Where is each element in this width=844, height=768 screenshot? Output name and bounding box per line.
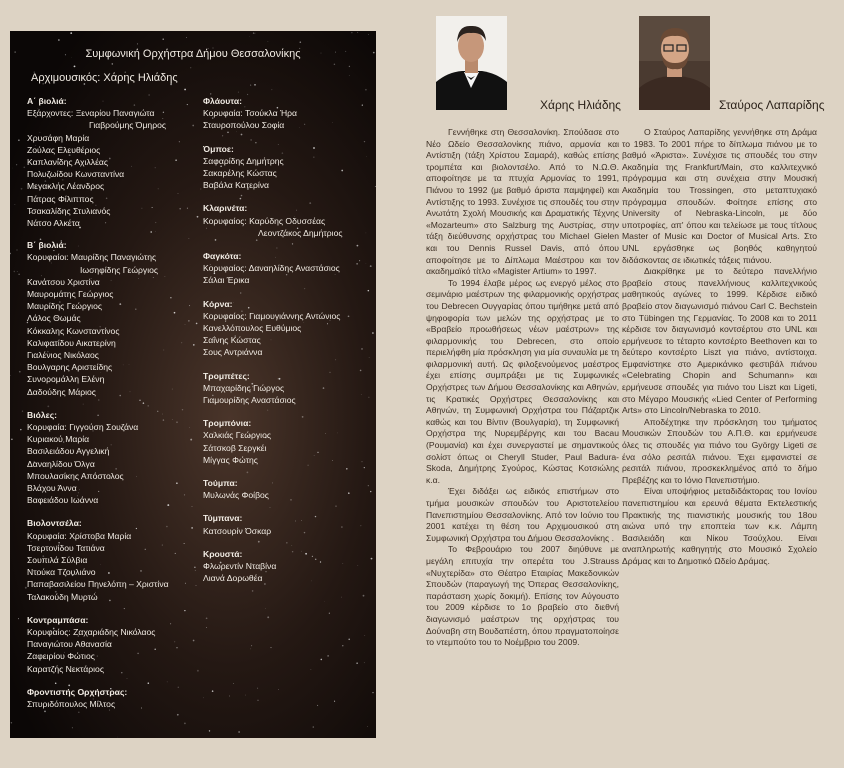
iliadis-photo	[436, 16, 507, 110]
musician-name: Τσακαλίδης Στυλιανός	[27, 205, 111, 216]
laparidis-biography	[622, 127, 817, 568]
musician-name: Συνορομάλλη Ελένη	[27, 374, 105, 385]
musician-name: Χρυσάφη Μαρία	[27, 132, 90, 143]
bio-paragraph: Διακρίθηκε με το δεύτερο πανελλήνιο βραβείο στους πανελλήνιους καλλιτεχνικούς μαθητικούς αγώνες το 1999. Κέρδισε ειδικό βραβείο στον διαγωνισμό πιάνου Carl C. Bechstein στο Tübingen της Γερμανίας. Το 2008 και το 2011 κέρδισε τον διαγωνισμό κοντσέρτου στο UNL και ερμήνευσε το τέταρτο κοντσέρτο Beethoven και το δεύτερο κοντσέρτο Liszt για πιάνο, αντίστοιχα. Εμφανίστηκε στο Αμερικάνικο φεστιβάλ πιάνου «Celebrating Chopin and Schumann» και ερμήνευσε σπουδές για πιάνο του Liszt και Ligeti, στο Μέγαρο Μουσικής «Lied Center of Performing Arts» στο Lincoln/Nebraska το 2010.	[622, 266, 817, 416]
section-heading: Κρουστά:	[203, 548, 243, 559]
musician-name: Γιαλένιος Νικόλαος	[27, 350, 99, 360]
section-heading: Τρομπόνια:	[203, 418, 252, 429]
iliadis-biography	[426, 127, 619, 649]
musician-name: Μαυρομάτης Γεώργιος	[27, 289, 114, 299]
musician-name: Κατσουρίν Όσκαρ	[203, 525, 272, 536]
musician-name: Σπυριδόπουλος Μίλτος	[27, 699, 116, 709]
musician-name: Κορυφαία: Χρίστοβα Μαρία	[27, 530, 132, 541]
musician-name: Δαδούδης Μάριος	[27, 386, 96, 397]
section-heading: Β΄ βιολιά:	[27, 240, 67, 251]
musician-name: Γιαμουρίδης Αναστάσιος	[203, 395, 296, 405]
section-heading: Κοντραμπάσα:	[27, 614, 89, 625]
musician-name: Μαυρίδης Γεώργιος	[27, 301, 103, 312]
musician-name: Κορυφαίος: Ζαχαριάδης Νικόλαος	[27, 627, 156, 637]
musician-name: Καπλανίδης Αχιλλέας	[27, 157, 109, 167]
section-heading: Φροντιστής Ορχήστρας:	[27, 686, 128, 697]
musician-name: Κορυφαία: Τσούκλα Ήρα	[203, 108, 297, 119]
section-heading: Τύμπανα:	[203, 513, 243, 524]
section-heading: Φαγκότα:	[203, 251, 242, 261]
musician-name: Μπουλασίκης Απόστολος	[27, 470, 124, 481]
musician-name: Εξάρχοντες: Ξεναρίου Παναγιώτα	[27, 108, 155, 119]
section-heading: Α΄ βιολιά:	[27, 96, 67, 106]
musician-name: Σους Αντριάννα	[203, 347, 263, 358]
musician-name: Ζούλας Ελευθέριος	[27, 144, 101, 155]
musician-name: Βλάχου Άννα	[27, 483, 77, 493]
musician-name: Σαφαρίδης Δημήτρης	[203, 155, 284, 166]
musician-name: Κορυφαίοι: Μαυρίδης Παναγιώτης	[27, 252, 157, 263]
bio-paragraph: Ο Σταύρος Λαπαρίδης γεννήθηκε στη Δράμα το 1983. Το 2001 πήρε το δίπλωμα πιάνου με το βαθμό «Άριστα». Συνέχισε τις σπουδές του στην Ακαδημία της Frankfurt/Main, στο καλλιτεχνικό πρόγραμμα και στη συνέχεια στην Μουσική Ακαδημία του Trossingen, στο μεταπτυχιακό πρόγραμμα σπουδών. Φοίτησε επίσης στο University of Nebraska-Lincoln, με δύο υποτροφίες, απ' όπου και τελείωσε με τους τίτλους Master of Music και Doctor of Musical Arts. Στο UNL εργάσθηκε ως βοηθός καθηγητού διδάσκοντας σε ιδιωτικές τάξεις πιάνου.	[622, 127, 817, 265]
musician-name: Κορυφαίος: Καρύδης Οδυσσέας	[203, 215, 326, 226]
musician-name: Καρατζής Νεκτάριος	[27, 663, 104, 674]
musician-name: Χαλκιάς Γεώργιος	[203, 430, 271, 441]
musician-name: Ντούκα Τζουλιάνο	[27, 567, 96, 578]
bio-paragraph: Το 1994 έλαβε μέρος ως ενεργό μέλος στο σεμινάριο μαέστρων της φιλαρμονικής ορχήστρας του Debrecen Ουγγαρίας όπου τιμήθηκε μετά από ψηφοφορία των μελών της ορχήστρας με το «Βραβείο προωθήσεως νέων μαέστρων» της φιλαρμονικής του Debrecen, στο οποίο περιελήφθη μία πρόσκληση για μία συναυλία με τη φιλαρμονική αυτή. Ως φιλοξενούμενος μαέστρος έχει επίσης συμπράξει με τις Συμφωνικές Ορχήστρες των Δήμου Θεσσαλονίκης και Αθηνών, τις Κρατικές Ορχήστρες Θεσσαλονίκης και Αθηνών, τη Συμφωνική Ορχήστρα του Πάζαρτζικ καθώς και του Βίντιν (Βουλγαρία), τη Συμφωνική Ορχήστρα της Νυρεμβέργης και του Bacau (Ρουμανία) και έχει συνεργαστεί με σημαντικούς σολίστ όπως οι Cheryll Studer, Paul Badura-Skoda, Δημήτρης Σγούρος, Κώστας Κοτσιώλης κ.α.	[426, 277, 619, 485]
musician-name: Κορυφαίος: Δαναηλίδης Αναστάσιος	[203, 263, 340, 274]
laparidis-name: Σταύρος Λαπαρίδης	[719, 98, 825, 112]
section-heading: Τούμπα:	[203, 478, 238, 488]
musician-name: Βαβάλα Κατερίνα	[203, 180, 270, 191]
musician-name: Σουπιλά Σύλβια	[27, 555, 88, 565]
musician-name: Κόκκαλης Κωνσταντίνος	[27, 325, 120, 336]
musician-name: Βασιλειάδου Αγγελική	[27, 446, 110, 457]
section-heading: Κλαρινέτα:	[203, 203, 248, 214]
section-heading: Φλάουτα:	[203, 96, 243, 106]
bio-paragraph: Το Φεβρουάριο του 2007 διηύθυνε με μεγάλη επιτυχία την οπερέτα του J.Strauss «Νυχτερίδα» στο Θέατρο Εταιρίας Μακεδονικών Σπουδών (παραγωγή της Όπερας Θεσσαλονίκης, παράσταση χωρίς δοκιμή). Επίσης τον Αύγουστο του 2009 κέρδισε το 1ο βραβείο στο διεθνή διαγωνισμό μαέστρων της ορχήστρας του Δούναβη στη Βουδαπέστη, όπου πραγματοποίησε το ντεμπούτο του το Νοέμβριο του 2009.	[426, 544, 619, 648]
musician-name: Τσερτονίδου Τατιάνα	[27, 542, 105, 553]
bio-paragraph: Αποδέχτηκε την πρόσκληση του τμήματος Μουσικών Σπουδών του Α.Π.Θ. και ερμήνευσε όλες τις σπουδές για πιάνο του György Ligeti σε ένα σόλο ρεσιτάλ πιάνου. Έχει εμφανιστεί σε ρεσιτάλ πιάνου, προσκεκλημένος από το δήμο Πρεβέζης και το Ιόνιο Πανεπιστήμιο.	[622, 416, 817, 485]
musician-name: Μυλωνάς Φοίβος	[203, 490, 269, 501]
chief-conductor-line: Αρχιμουσικός: Χάρης Ηλιάδης	[31, 72, 178, 84]
section-heading: Όμποε:	[203, 143, 234, 154]
musician-name: Κανελλόπουλος Ευθύμιος	[203, 323, 302, 333]
musician-name: Σακαρέλης Κώστας	[203, 168, 277, 178]
musician-name: Δαναηλίδου Όλγα	[27, 458, 95, 469]
musician-name: Σταυροπούλου Σοφία	[203, 120, 285, 131]
musician-name: Λεοντζάκος Δημήτριος	[258, 227, 343, 238]
musician-name: Λάλος Θωμάς	[27, 313, 81, 324]
musician-name: Μπαχαρίδης Γιώργος	[203, 382, 285, 393]
musician-name: Σάτσκοβ Σεργκέι	[203, 442, 267, 453]
musician-name: Παπαβασιλείου Πηνελόπη – Χριστίνα	[27, 579, 169, 590]
musician-name: Κορυφαία: Γιγγούση Σουζάνα	[27, 422, 139, 432]
musician-name: Μίγγας Φώτης	[203, 454, 258, 465]
musician-name: Νάτσο Αλκέτα	[27, 218, 80, 228]
musician-name: Κανάτσου Χριστίνα	[27, 276, 100, 287]
musician-name: Καλιφατίδου Αικατερίνη	[27, 337, 116, 348]
musician-name: Πάτρας Φίλιππος	[27, 193, 94, 204]
musician-name: Παναγιώτου Αθανασία	[27, 639, 112, 650]
musician-name: Ιωσηφίδης Γεώργιος	[80, 264, 159, 275]
musician-name: Μεγακλής Λέανδρος	[27, 181, 105, 192]
iliadis-name: Χάρης Ηλιάδης	[540, 98, 621, 112]
musician-name: Σάλαι Έρικα	[203, 275, 250, 286]
section-heading: Τρομπέτες:	[203, 370, 250, 381]
laparidis-photo	[639, 16, 710, 110]
musician-name: Φλωρεντίν Νταβίνα	[203, 561, 277, 571]
musician-name: Γιαβρούμης Όμηρος	[89, 120, 167, 131]
bio-paragraph: Γεννήθηκε στη Θεσσαλονίκη. Σπούδασε στο Νέο Ωδείο Θεσσαλονίκης πιάνο, αρμονία και Αντίστιξη (τάξη Χρίστου Σαμαρά), καθώς επίσης τρομπέτα και βιολοντσέλο. Από το Ν.Ω.Θ. αποφοίτησε με τα πτυχία Αρμονίας το 1991, Πιάνου το 1992 (με βαθμό άριστα παμψηφεί) και Αντίστιξης το 1993. Συνέχισε τις σπουδές του στην Ανωτάτη Σχολή Μουσικής και Δραματικής Τέχνης «Mozarteum» στο Salzburg της Αυστρίας, στην τάξη διεύθυνσης ορχήστρας του Michael Gielen και του Dennis Russel Davis, από όπου αποφοίτησε με το Δίπλωμα Μαέστρου και τον ακαδημαϊκό τίτλο «Magister Artium» το 1997.	[426, 127, 619, 277]
musician-name: Βουλγαρης Αριστείδης	[27, 362, 113, 373]
section-heading: Βιόλες:	[27, 409, 58, 420]
musician-name: Σαΐνης Κώστας	[203, 335, 261, 346]
section-heading: Κόρνα:	[203, 298, 233, 309]
musician-name: Λιανά Δορωθέα	[203, 573, 263, 584]
musician-name: Κυριακού Μαρία	[27, 434, 90, 445]
section-heading: Βιολοντσέλα:	[27, 518, 82, 529]
musician-name: Ζαφειρίου Φώτιος	[27, 651, 95, 662]
bio-paragraph: Έχει διδάξει ως ειδικός επιστήμων στο τμήμα μουσικών σπουδών του Αριστοτελείου Πανεπιστημίου Θεσσαλονίκης. Από τον Ιούνιο του 2001 κατέχει τη θέση του Αρχιμουσικού στη Συμφωνική Ορχήστρα του Δήμου Θεσσαλονίκης .	[426, 486, 619, 543]
musician-name: Πολυζωίδου Κωνσταντίνα	[27, 169, 125, 180]
bio-paragraph: Είναι υποψήφιος μεταδιδάκτορας του Ιονίου πανεπιστημίου και ερευνά θέματα Εκτελεστικής Πρακτικής της πιανιστικής μουσικής του 18ου αιώνα υπό την εποπτεία των κ.κ. Λάμπη Βασιλειάδη και Νίκου Τσούχλου. Είναι αναπληρωτής καθηγητής στο Μουσικό Σχολείο Δράμας και το Δημοτικό Ωδείο Δράμας.	[622, 486, 817, 566]
orchestra-roster-panel	[10, 31, 376, 738]
orchestra-title: Συμφωνική Ορχήστρα Δήμου Θεσσαλονίκης	[85, 48, 301, 60]
musician-name: Κορυφαίος: Γιαμουγιάννης Αντώνιος	[203, 310, 341, 321]
musician-name: Βαφειάδου Ιωάννα	[27, 495, 99, 506]
musician-name: Ταλακούδη Μυρτώ	[27, 591, 98, 602]
